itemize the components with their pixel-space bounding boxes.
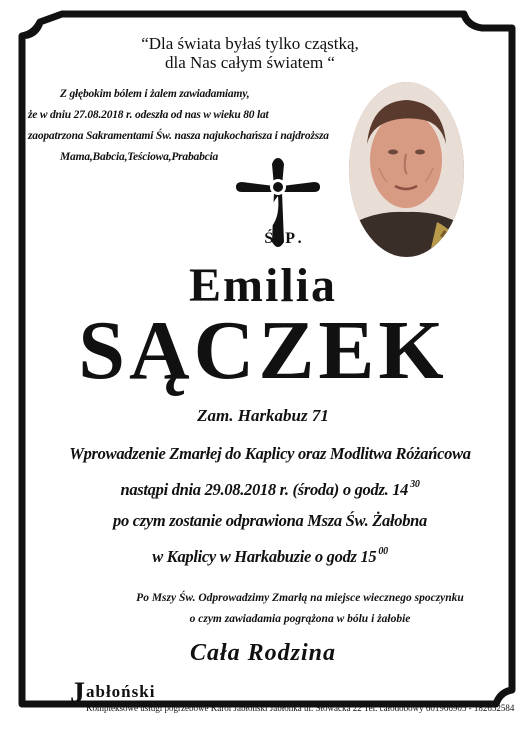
quote-line: “Dla świata byłaś tylko cząstką, <box>141 34 359 53</box>
sp-abbreviation: Ś.P. <box>264 230 306 247</box>
intro-line: zaopatrzona Sakramentami Św. nasza najukochańsza i najdroższa <box>28 130 329 142</box>
ceremony-line <box>60 469 480 505</box>
closing-text <box>80 588 520 630</box>
time-minutes: 00 <box>378 546 388 557</box>
deceased-photo <box>349 82 464 257</box>
footer-brand-initial: J <box>70 676 85 709</box>
portrait-image <box>349 82 464 257</box>
ceremony-line: Wprowadzenie Zmarłej do Kaplicy oraz Modlitwa Różańcowa <box>69 444 471 463</box>
footer-contact: Kompleksowe usługi pogrzebowe Karol Jabłoński Jabłonka ul. Słowacka 22 Tel. całodobowy 601966905 - 182652584 <box>86 703 515 713</box>
footer-brand-name: abłoński <box>86 682 156 701</box>
ceremony-text: nastąpi dnia 29.08.2018 r. (środa) o godz. 14 <box>120 480 409 499</box>
ceremony-text: w Kaplicy w Harkabuzie o godz 15 <box>152 547 377 566</box>
deceased-surname: SĄCZEK <box>78 304 448 397</box>
closing-line: Po Mszy Św. Odprowadzimy Zmarłą na miejsce wiecznego spoczynku <box>136 592 464 604</box>
deceased-first-name: Emilia <box>188 259 337 312</box>
ceremony-line: po czym zostanie odprawiona Msza Św. Żałobna <box>113 511 427 530</box>
deceased-address: Zam. Harkabuz 71 <box>197 406 329 425</box>
quote <box>70 34 430 72</box>
closing-line: o czym zawiadamia pogrążona w bólu i żałobie <box>189 613 411 625</box>
ceremony-details <box>60 438 480 572</box>
intro-line: że w dniu 27.08.2018 r. odeszła od nas w wieku 80 lat <box>28 109 269 121</box>
time-minutes: 30 <box>410 479 420 490</box>
cross-icon <box>228 156 328 266</box>
intro-line: Z głębokim bólem i żalem zawiadamiamy, <box>60 88 250 100</box>
quote-line: dla Nas całym światem “ <box>165 53 335 72</box>
ceremony-line <box>60 536 480 572</box>
family-signature: Cała Rodzina <box>189 640 337 666</box>
intro-line: Mama,Babcia,Teściowa,Prababcia <box>60 151 219 163</box>
